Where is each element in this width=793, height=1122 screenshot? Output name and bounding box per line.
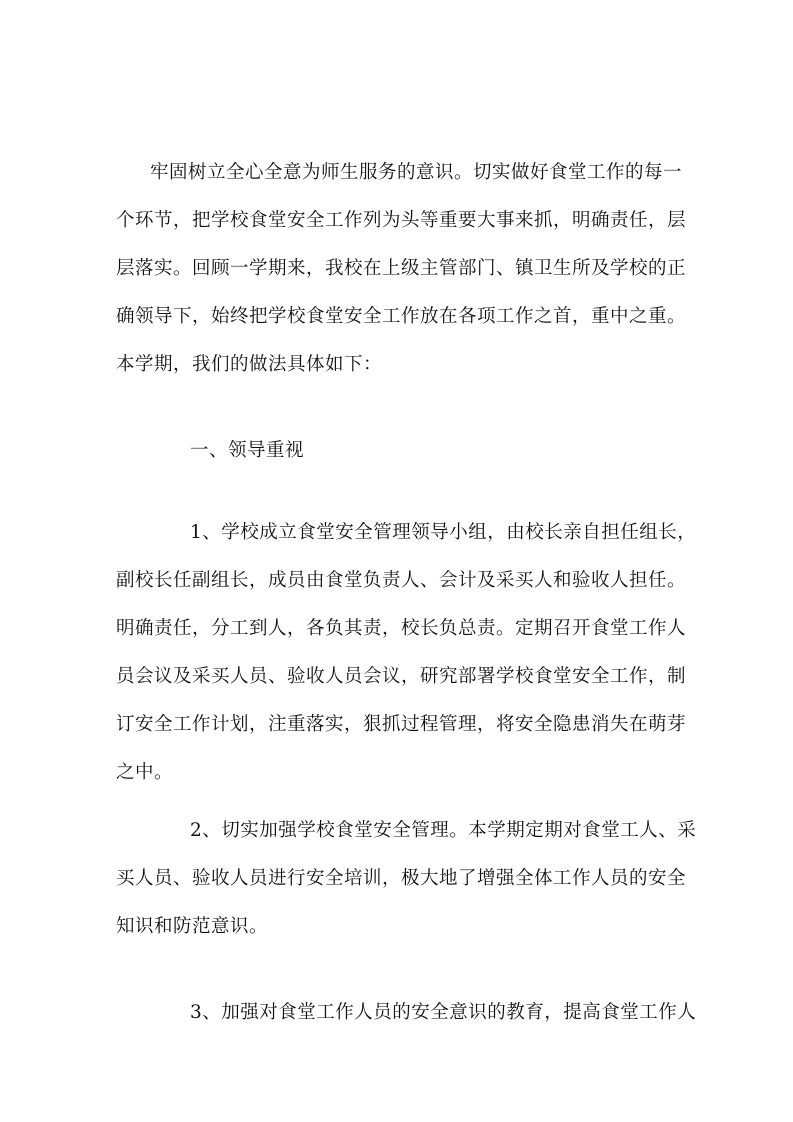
item1-line-5: 订安全工作计划，注重落实，狠抓过程管理，将安全隐患消失在萌芽 — [116, 714, 687, 735]
intro-line-1: 牢固树立全心全意为师生服务的意识。切实做好食堂工作的每一 — [150, 162, 683, 183]
item2-line-2: 买人员、验收人员进行安全培训，极大地了增强全体工作人员的安全 — [116, 868, 687, 889]
item3-line-1: 3、加强对食堂工作人员的安全意识的教育，提高食堂工作人 — [190, 1002, 697, 1023]
intro-line-5: 本学期，我们的做法具体如下： — [116, 354, 383, 375]
item2-line-1: 2、切实加强学校食堂安全管理。本学期定期对食堂工人、采 — [190, 820, 697, 841]
intro-line-2: 个环节，把学校食堂安全工作列为头等重要大事来抓，明确责任，层 — [116, 210, 687, 231]
section-heading-leadership: 一、领导重视 — [190, 440, 305, 461]
intro-line-4: 确领导下，始终把学校食堂安全工作放在各项工作之首，重中之重。 — [116, 306, 687, 327]
item1-line-4: 员会议及采买人员、验收人员会议，研究部署学校食堂安全工作，制 — [116, 666, 687, 687]
intro-line-3: 层落实。回顾一学期来，我校在上级主管部门、镇卫生所及学校的正 — [116, 258, 687, 279]
item1-line-1: 1、学校成立食堂安全管理领导小组，由校长亲自担任组长， — [190, 522, 697, 543]
item1-line-2: 副校长任副组长，成员由食堂负责人、会计及采买人和验收人担任。 — [116, 570, 687, 591]
item2-line-3: 知识和防范意识。 — [116, 916, 269, 937]
item1-line-6: 之中。 — [116, 762, 174, 783]
item1-line-3: 明确责任，分工到人，各负其责，校长负总责。定期召开食堂工作人 — [116, 618, 687, 639]
